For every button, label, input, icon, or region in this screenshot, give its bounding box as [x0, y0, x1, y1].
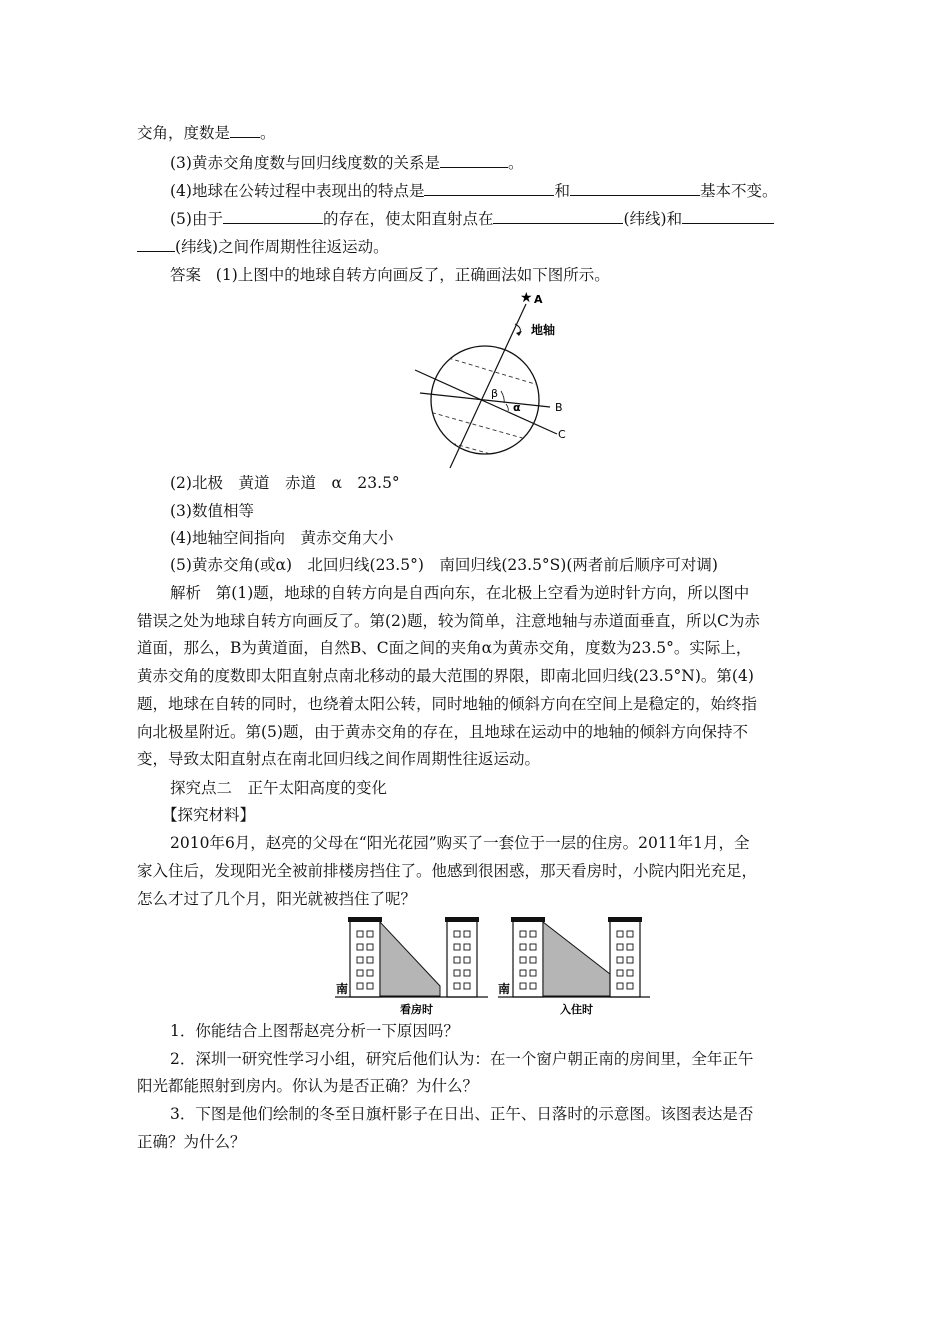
south-building — [350, 919, 380, 997]
earth-axis — [450, 304, 526, 468]
answer-4: (4)地轴空间指向 黄赤交角大小 — [170, 529, 394, 547]
roof — [608, 917, 642, 922]
answer-label: 答案 — [170, 266, 202, 284]
star-icon: ★ — [520, 290, 533, 306]
answer-blank — [682, 209, 774, 224]
answer-1-text: (1)上图中的地球自转方向画反了，正确画法如下图所示。 — [215, 266, 610, 284]
analysis-line-5: 题，地球在自转的同时，也绕着太阳公转，同时地轴的倾斜方向在空间上是稳定的，始终指 — [137, 695, 758, 713]
north-building — [610, 919, 640, 997]
analysis-line-1 — [170, 582, 749, 604]
window — [520, 944, 526, 950]
label-c: C — [558, 428, 566, 441]
task-2-line-1: 2．深圳一研究性学习小组，研究后他们认为：在一个窗户朝正南的房间里，全年正午 — [170, 1050, 754, 1068]
window — [617, 983, 623, 989]
analysis-line-6: 向北极星附近。第(5)题，由于黄赤交角的存在，且地球在运动中的地轴的倾斜方向保持不 — [137, 723, 748, 741]
analysis-label: 解析 — [170, 584, 202, 602]
answer-blank — [424, 181, 554, 196]
window — [367, 944, 373, 950]
window — [627, 957, 633, 963]
window — [520, 983, 526, 989]
analysis-text: 第(1)题，地球的自转方向是自西向东，在北极上空看为逆时针方向，所以图中 — [215, 584, 750, 602]
task-1: 1．你能结合上图帮赵亮分析一下原因吗？ — [170, 1022, 459, 1040]
caption-move-in: 入住时 — [560, 1003, 593, 1016]
window — [627, 970, 633, 976]
shadow-area — [543, 922, 610, 996]
analysis-line-7: 变，导致太阳直射点在南北回归线之间作周期性往返运动。 — [137, 750, 541, 768]
label-b: B — [555, 401, 563, 414]
window — [464, 931, 470, 937]
analysis-line-2: 错误之处为地球自转方向画反了。第(2)题，较为简单，注意地轴与赤道面垂直，所以C为赤 — [137, 612, 760, 630]
window — [627, 983, 633, 989]
window — [454, 957, 460, 963]
window — [464, 944, 470, 950]
window — [464, 983, 470, 989]
north-building — [447, 919, 477, 997]
task-2-line-2: 阳光都能照射到房内。你认为是否正确？为什么？ — [137, 1077, 479, 1095]
alpha-arc — [506, 404, 508, 411]
answer-blank — [493, 209, 623, 224]
building-shadow-diagram — [330, 914, 660, 1019]
question-2-tail — [137, 122, 276, 144]
south-label: 南 — [336, 982, 349, 996]
analysis-line-3: 道面，那么，B为黄道面，自然B、C面之间的夹角α为黄赤交角，度数为23.5°。实际上， — [137, 639, 752, 657]
question-5 — [170, 208, 774, 230]
window — [464, 970, 470, 976]
answer-blank — [440, 153, 508, 168]
window — [530, 983, 536, 989]
window — [530, 931, 536, 937]
answer-blank — [137, 237, 175, 252]
window — [464, 957, 470, 963]
roof — [348, 917, 382, 922]
roof — [511, 917, 545, 922]
answer-2: (2)北极 黄道 赤道 α 23.5° — [170, 474, 400, 492]
answer-blank — [223, 209, 323, 224]
q4-text: (4)地球在公转过程中表现出的特点是 — [170, 182, 425, 200]
window — [617, 931, 623, 937]
window — [454, 931, 460, 937]
window — [617, 970, 623, 976]
window — [357, 944, 363, 950]
south-label: 南 — [498, 982, 511, 996]
window — [530, 957, 536, 963]
window — [357, 957, 363, 963]
label-beta: β — [491, 387, 499, 400]
window — [520, 970, 526, 976]
q4-and: 和 — [554, 182, 570, 200]
label-a: A — [534, 293, 543, 306]
question-3 — [170, 152, 523, 174]
label-alpha: α — [513, 401, 521, 414]
window — [617, 957, 623, 963]
south-building — [513, 919, 543, 997]
material-line-1: 2010年6月，赵亮的父母在“阳光花园”购买了一套位于一层的住房。2011年1月，全 — [170, 834, 750, 852]
q5-end: (纬线)之间作周期性往返运动。 — [175, 238, 389, 256]
task-3-line-1: 3．下图是他们绘制的冬至日旗杆影子在日出、正午、日落时的示意图。该图表达是否 — [170, 1105, 754, 1123]
answer-blank — [230, 123, 260, 138]
window — [367, 957, 373, 963]
q3-end: 。 — [507, 154, 524, 172]
q5-lat: (纬线)和 — [623, 210, 683, 228]
window — [627, 931, 633, 937]
q4-end: 基本不变。 — [699, 182, 778, 200]
q5-mid: 的存在，使太阳直射点在 — [322, 210, 494, 228]
q2-text: 交角，度数是 — [137, 124, 231, 142]
shadow-area — [380, 922, 440, 996]
window — [357, 983, 363, 989]
q5-text: (5)由于 — [170, 210, 223, 228]
window — [357, 931, 363, 937]
question-5-tail — [137, 236, 389, 258]
rotation-arrowhead — [516, 331, 522, 336]
window — [454, 983, 460, 989]
window — [530, 970, 536, 976]
material-line-2: 家入住后，发现阳光全被前排楼房挡住了。他感到很困惑，那天看房时，小院内阳光充足， — [137, 862, 758, 880]
ecliptic-plane-line — [420, 393, 550, 407]
analysis-line-4: 黄赤交角的度数即太阳直射点南北移动的最大范围的界限，即南北回归线(23.5°N)。第(4) — [137, 667, 754, 685]
window — [530, 944, 536, 950]
task-3-line-2: 正确？为什么？ — [137, 1133, 246, 1151]
question-4 — [170, 180, 778, 202]
window — [627, 944, 633, 950]
window — [454, 944, 460, 950]
window — [520, 957, 526, 963]
answer-3: (3)数值相等 — [170, 502, 254, 520]
window — [520, 931, 526, 937]
window — [617, 944, 623, 950]
answer-blank — [570, 181, 700, 196]
material-line-3: 怎么才过了几个月，阳光就被挡住了呢？ — [137, 890, 417, 908]
roof — [445, 917, 479, 922]
answer-1 — [170, 264, 610, 286]
window — [367, 931, 373, 937]
material-label: 【探究材料】 — [162, 806, 256, 824]
label-axis: 地轴 — [531, 323, 556, 337]
window — [454, 970, 460, 976]
window — [367, 970, 373, 976]
caption-viewing: 看房时 — [400, 1003, 433, 1016]
globe-diagram — [405, 290, 595, 475]
section-title: 探究点二 正午太阳高度的变化 — [170, 779, 388, 797]
window — [357, 970, 363, 976]
q3-text: (3)黄赤交角度数与回归线度数的关系是 — [170, 154, 440, 172]
q2-end: 。 — [260, 124, 276, 142]
window — [367, 983, 373, 989]
answer-5: (5)黄赤交角(或α) 北回归线(23.5°) 南回归线(23.5°S)(两者前后顺序可对调) — [170, 556, 718, 574]
